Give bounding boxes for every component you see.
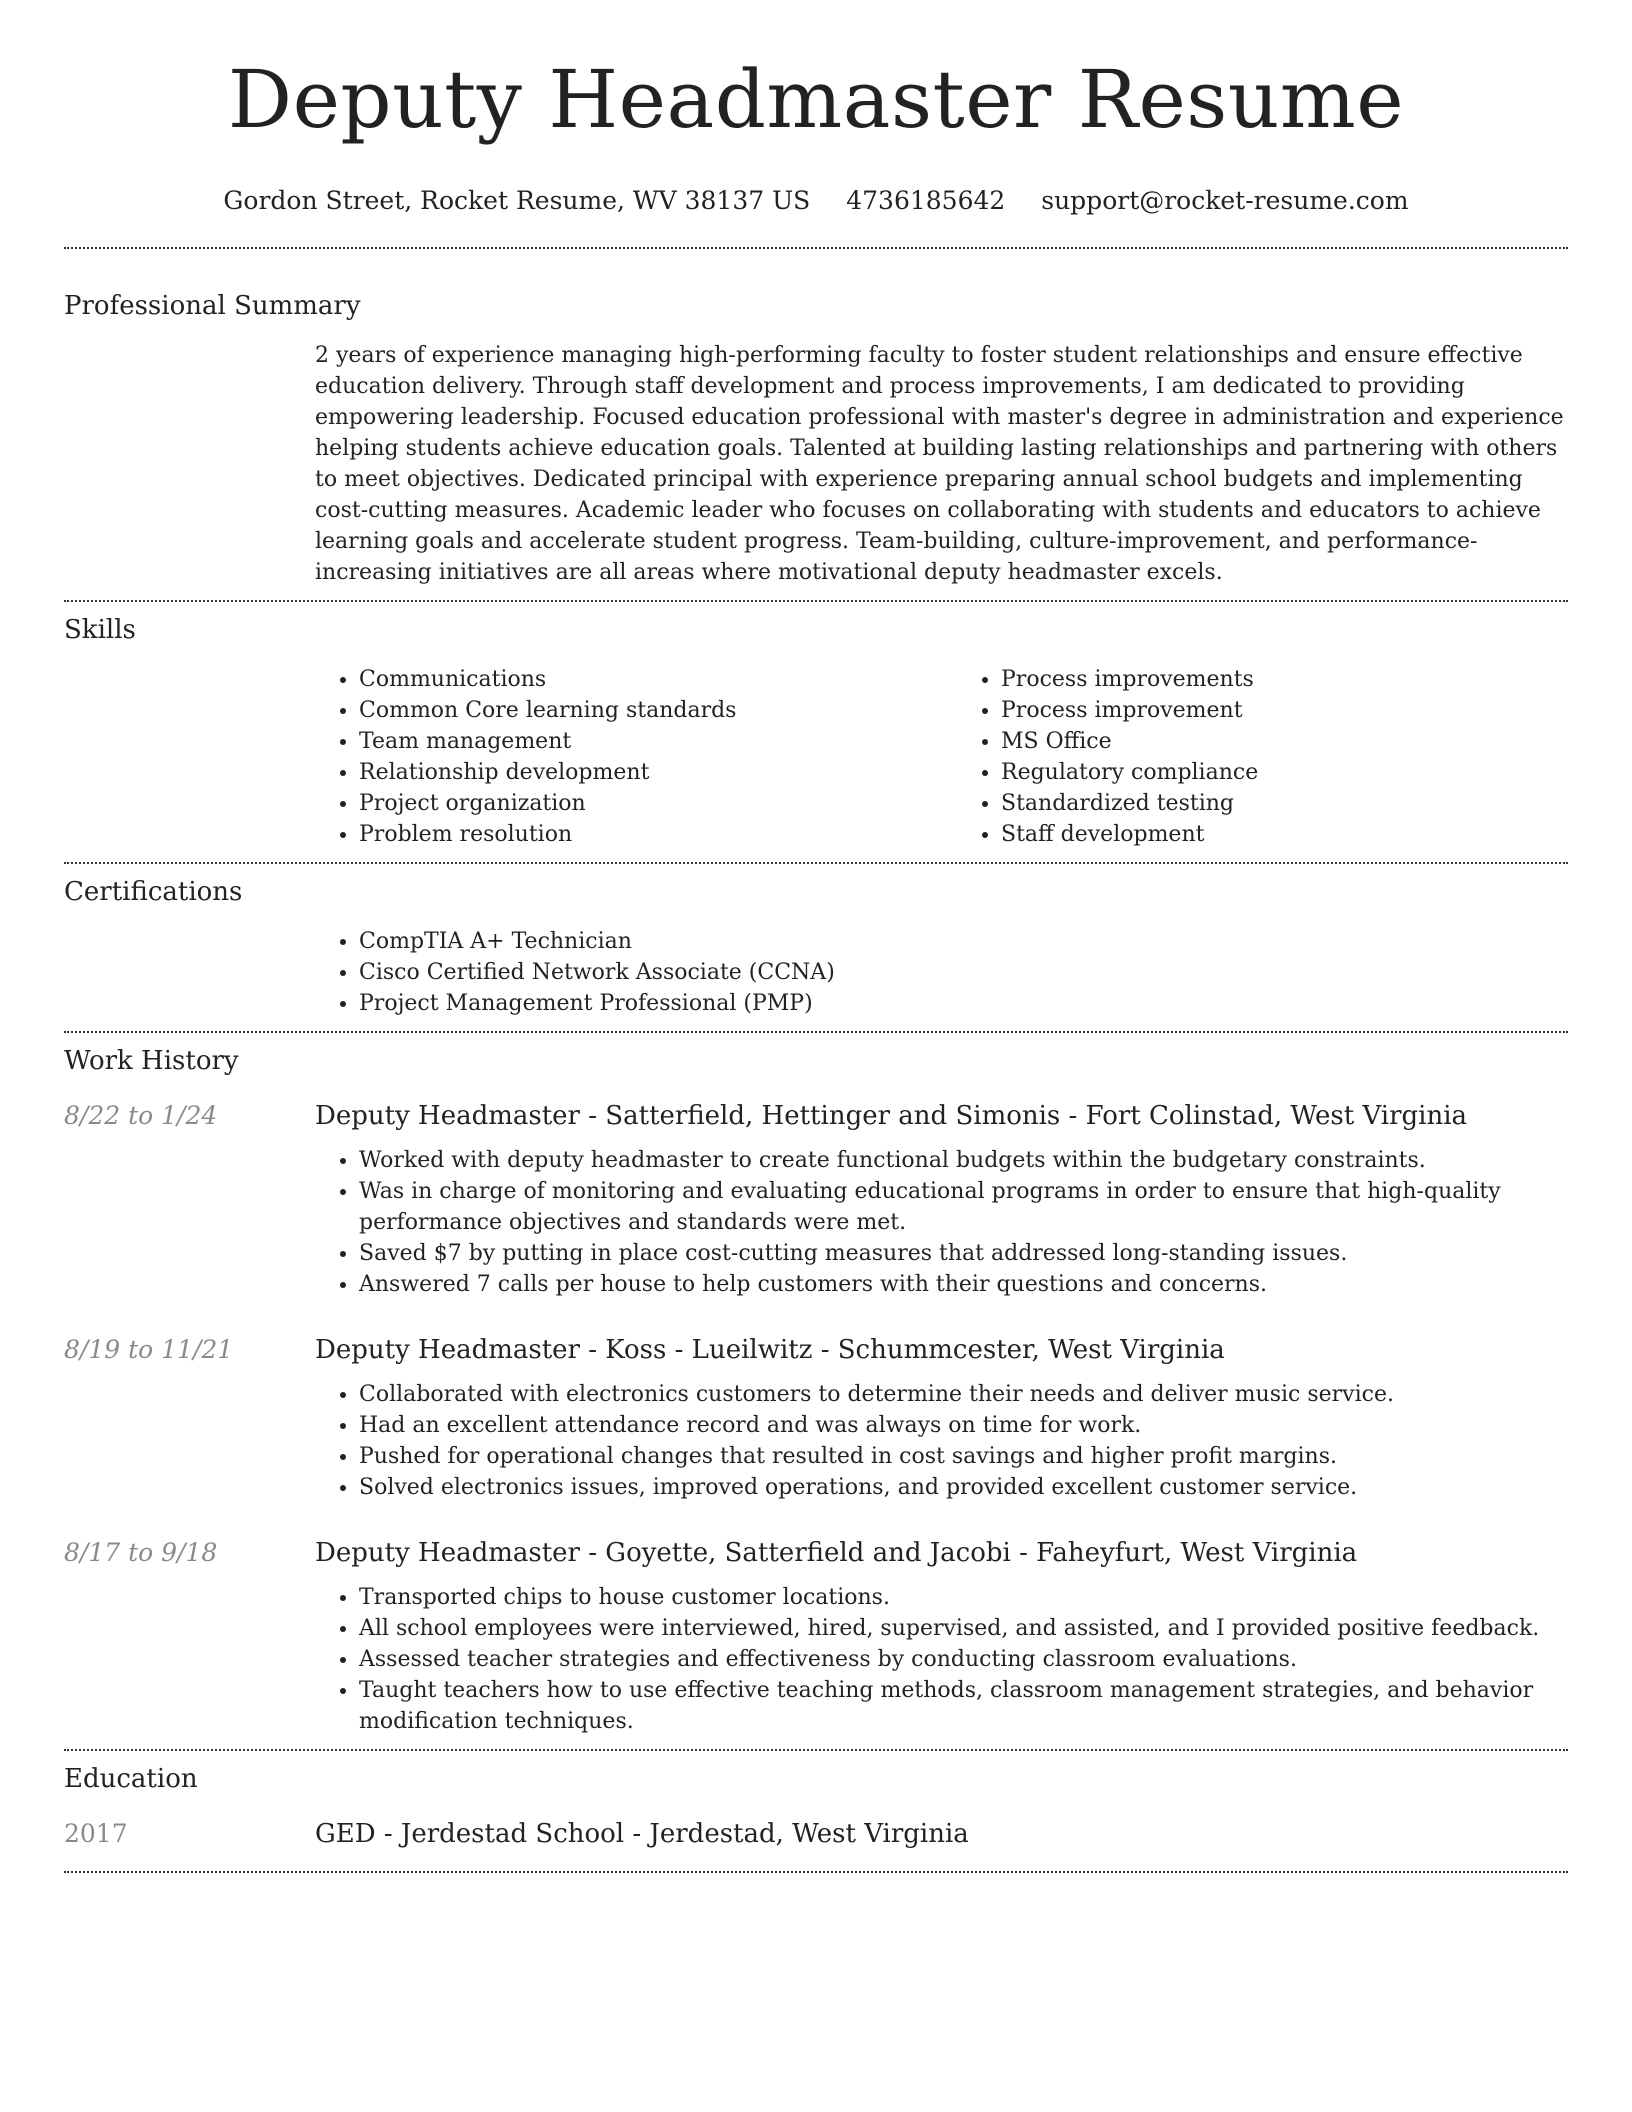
divider <box>64 1749 1568 1751</box>
contact-email: support@rocket-resume.com <box>1041 186 1409 215</box>
skills-column-left <box>315 664 931 850</box>
list-item: • Standardized testing <box>1001 788 1561 819</box>
divider <box>64 1871 1568 1873</box>
job-entry <box>64 1333 1568 1503</box>
job-bullets <box>315 1145 1568 1300</box>
summary-text: 2 years of experience managing high-performing faculty to foster student relationships and ensure effective education delivery. Through staff development and process improvements, I am dedicated to providing empowering leadership. Focused education professional with master's degree in administration and experience helping students achieve education goals. Talented at building lasting relationships and partnering with others to meet objectives. Dedicated principal with experience preparing annual school budgets and implementing cost-cutting measures. Academic leader who focuses on collaborating with students and educators to achieve learning goals and accelerate student progress. Team-building, culture-improvement, and performance-increasing initiatives are all areas where motivational deputy headmaster excels. <box>315 343 1564 585</box>
list-item: • Assessed teacher strategies and effectiveness by conducting classroom evaluations. <box>359 1644 1568 1675</box>
section-heading-work-history: Work History <box>64 1046 239 1076</box>
list-item: • Project organization <box>359 788 931 819</box>
resume-page <box>64 0 1568 1873</box>
education-entry <box>64 1817 1568 1851</box>
job-entry <box>64 1099 1568 1300</box>
list-item: • MS Office <box>1001 726 1561 757</box>
list-item: • Pushed for operational changes that resulted in cost savings and higher profit margins. <box>359 1441 1568 1472</box>
list-item: • Collaborated with electronics customers to determine their needs and deliver music service. <box>359 1379 1568 1410</box>
job-dates: 8/17 to 9/18 <box>64 1538 218 1567</box>
section-heading-certifications: Certifications <box>64 877 243 907</box>
list-item: • Answered 7 calls per house to help customers with their questions and concerns. <box>359 1269 1568 1300</box>
divider <box>64 247 1568 249</box>
list-item: • CompTIA A+ Technician <box>359 926 1568 957</box>
divider <box>64 862 1568 864</box>
contact-address: Gordon Street, Rocket Resume, WV 38137 US <box>223 186 811 215</box>
job-title: Deputy Headmaster - Satterfield, Hettinger and Simonis - Fort Colinstad, West Virginia <box>315 1101 1468 1131</box>
skills-column-right <box>931 664 1561 850</box>
job-dates: 8/22 to 1/24 <box>64 1101 218 1130</box>
list-item: • Relationship development <box>359 757 931 788</box>
list-item: • All school employees were interviewed, hired, supervised, and assisted, and I provided positive feedback. <box>359 1613 1568 1644</box>
contact-line <box>64 184 1568 218</box>
list-item: • Solved electronics issues, improved operations, and provided excellent customer service. <box>359 1472 1568 1503</box>
list-item: • Was in charge of monitoring and evaluating educational programs in order to ensure that high-quality performance objectives and standards were met. <box>359 1176 1568 1238</box>
list-item: • Problem resolution <box>359 819 931 850</box>
section-heading-education: Education <box>64 1764 198 1794</box>
list-item: • Process improvement <box>1001 695 1561 726</box>
job-dates: 8/19 to 11/21 <box>64 1335 234 1364</box>
list-item: • Cisco Certified Network Associate (CCNA) <box>359 957 1568 988</box>
list-item: • Communications <box>359 664 931 695</box>
divider <box>64 1031 1568 1033</box>
certifications-list <box>315 926 1568 1019</box>
page-title: Deputy Headmaster Resume <box>227 53 1405 146</box>
list-item: • Had an excellent attendance record and was always on time for work. <box>359 1410 1568 1441</box>
list-item: • Common Core learning standards <box>359 695 931 726</box>
education-year: 2017 <box>64 1819 128 1848</box>
job-bullets <box>315 1582 1568 1737</box>
section-heading-skills: Skills <box>64 615 136 645</box>
list-item: • Saved $7 by putting in place cost-cutting measures that addressed long-standing issues. <box>359 1238 1568 1269</box>
job-title: Deputy Headmaster - Goyette, Satterfield and Jacobi - Faheyfurt, West Virginia <box>315 1538 1358 1568</box>
list-item: • Staff development <box>1001 819 1561 850</box>
list-item: • Regulatory compliance <box>1001 757 1561 788</box>
section-heading-summary: Professional Summary <box>64 291 361 321</box>
contact-phone: 4736185642 <box>846 186 1006 215</box>
list-item: • Process improvements <box>1001 664 1561 695</box>
job-bullets <box>315 1379 1568 1503</box>
divider <box>64 600 1568 602</box>
list-item: • Project Management Professional (PMP) <box>359 988 1568 1019</box>
list-item: • Worked with deputy headmaster to create functional budgets within the budgetary constraints. <box>359 1145 1568 1176</box>
list-item: • Taught teachers how to use effective teaching methods, classroom management strategies, and behavior modification techniques. <box>359 1675 1568 1737</box>
skills-list <box>315 664 1568 850</box>
job-entry <box>64 1536 1568 1737</box>
education-title: GED - Jerdestad School - Jerdestad, West Virginia <box>315 1819 969 1849</box>
list-item: • Team management <box>359 726 931 757</box>
job-title: Deputy Headmaster - Koss - Lueilwitz - Schummcester, West Virginia <box>315 1335 1225 1365</box>
list-item: • Transported chips to house customer locations. <box>359 1582 1568 1613</box>
